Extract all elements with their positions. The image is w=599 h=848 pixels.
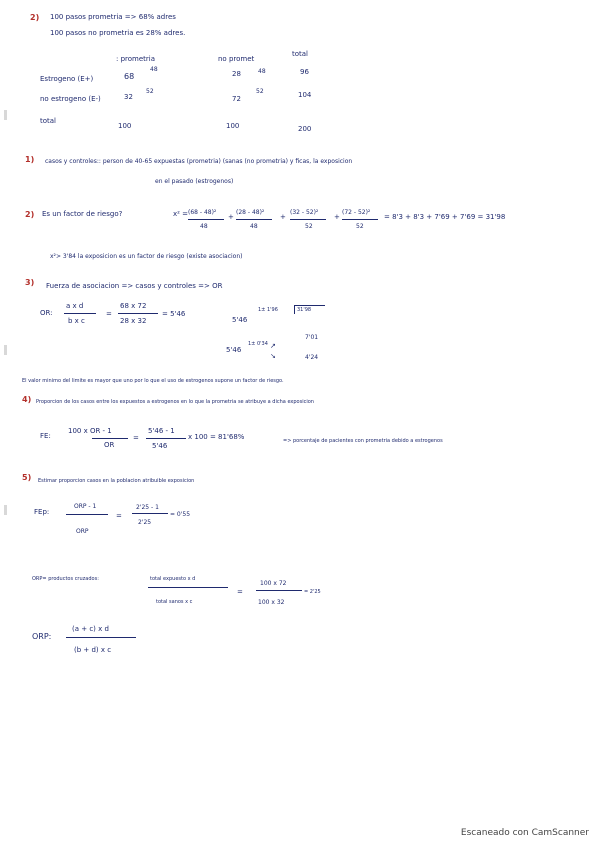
camscanner-footer: Escaneado con CamScanner (460, 828, 589, 838)
plus-sign: + (228, 213, 234, 221)
ci-calc1-base: 5'46 (232, 316, 248, 324)
orp-frac-num2: 100 x 72 (260, 580, 287, 587)
fep-num: ORP - 1 (74, 503, 97, 510)
ci-calc2-base: 5'46 (226, 346, 242, 354)
fe-result: x 100 = 81'68% (188, 433, 245, 441)
chi-frac1-bar (188, 219, 224, 220)
equals-sign: = (116, 512, 122, 520)
orp-label: ORP= productos cruzados: (32, 576, 99, 582)
ci-upper: 7'01 (305, 334, 319, 341)
fe-den2: 5'46 (152, 442, 168, 450)
or-num: a x d (66, 302, 84, 310)
plus-sign: + (334, 213, 340, 221)
chi-frac3-bar (290, 219, 326, 220)
ci-calc1-sqrt-value: 31'98 (297, 307, 312, 313)
table-total-1: 100 (118, 122, 132, 130)
table-row1-b: 28 (232, 70, 241, 78)
s3-conclusion: El valor minimo del limite es mayor que uno por lo que el uso de estrogenos supone un factor de riesgo. (22, 378, 284, 384)
fep-num2: 2'25 - 1 (136, 504, 159, 511)
chi-frac3-den: 52 (305, 223, 313, 230)
orp-frac-bar (148, 587, 228, 588)
orp-formula-den: (b + d) x c (74, 646, 112, 654)
or-lhs: OR: (40, 309, 53, 317)
fe-bar2 (146, 438, 186, 439)
fe-num1: 100 x OR - 1 (68, 427, 112, 435)
orp-frac-bar2 (256, 590, 302, 591)
scan-edge-mark (4, 505, 7, 515)
s4-heading: Proporcion de los casos entre los expuestos a estrogenos en lo que la prometria se atribuye a dicha exposicion (36, 399, 314, 405)
orp-formula-lhs: ORP: (32, 632, 52, 641)
arrow-down: ↘ (270, 352, 276, 360)
fe-bar1 (92, 438, 128, 439)
s3-number: 3) (25, 278, 35, 287)
orp-formula-num: (a + c) x d (72, 625, 109, 633)
table-row2-label: no estrogeno (E-) (40, 95, 101, 103)
chi-frac2-num: (28 - 48)² (236, 209, 265, 216)
table-header-total: total (292, 50, 309, 58)
table-row2-c: 32 (124, 93, 133, 101)
chi-frac4-num: (72 - 52)² (342, 209, 371, 216)
s5-heading: Estimar proporcion casos en la poblacion atribuible exposicion (38, 478, 195, 484)
equals-sign: = (237, 588, 243, 596)
table-header-prometria: : prometria (116, 55, 156, 63)
s2-number: 2) (25, 210, 35, 219)
table-header-no-prometria: no promet (218, 55, 255, 63)
table-row1-total: 96 (300, 68, 309, 76)
ci-calc2-exponent: 1± 0'34 (248, 341, 268, 347)
chi-frac1-den: 48 (200, 223, 208, 230)
scan-edge-mark (4, 110, 7, 120)
fe-lhs: FE: (40, 432, 51, 440)
table-row2-d: 72 (232, 95, 241, 103)
s1-line2: en el pasado (estrogenos) (155, 178, 234, 185)
equals-sign: = (106, 310, 112, 318)
orp-frac-num: total expuesto x d (150, 576, 196, 582)
ci-calc1-exponent: 1± 1'96 (258, 307, 278, 313)
s3-heading: Fuerza de asociacion => casos y controles => OR (46, 282, 223, 290)
table-row2-total: 104 (298, 91, 312, 99)
fep-den: ORP (76, 528, 89, 535)
fep-lhs: FEp: (34, 508, 50, 516)
or-bar2 (118, 313, 158, 314)
chi-frac4-den: 52 (356, 223, 364, 230)
fep-result: = 0'55 (170, 511, 191, 518)
table-total-label: total (40, 117, 57, 125)
s1-line1: casos y controles:: person de 40-65 expuestas (prometria) (sanas (no prometria) y ficas, la exposicion (45, 158, 353, 165)
or-num2: 68 x 72 (120, 302, 147, 310)
table-row1-label: Estrogeno (E+) (40, 75, 94, 83)
q2-number: 2) (30, 13, 40, 22)
plus-sign: + (280, 213, 286, 221)
fe-den1: OR (104, 441, 115, 449)
q2-line1: 100 pasos prometria => 68% adres (50, 13, 176, 21)
orp-formula-bar (66, 637, 136, 638)
or-result: = 5'46 (162, 310, 186, 318)
table-row2-c-expected: 52 (146, 88, 154, 95)
table-total-2: 100 (226, 122, 240, 130)
chi-frac2-bar (236, 219, 272, 220)
chi-frac1-num: (68 - 48)² (188, 209, 217, 216)
s4-number: 4) (22, 395, 32, 404)
table-row1-b-expected: 48 (258, 68, 266, 75)
s2-conclusion: x²> 3'84 la exposicion es un factor de riesgo (existe asociacion) (50, 253, 243, 260)
q2-line2: 100 pasos no prometria es 28% adres. (50, 29, 186, 37)
table-row1-a: 68 (124, 72, 135, 81)
fep-bar2 (132, 513, 168, 514)
arrow-up: ↗ (270, 342, 276, 350)
fep-den2: 2'25 (138, 519, 152, 526)
orp-frac-den2: 100 x 32 (258, 599, 285, 606)
orp-result: = 2'25 (304, 589, 321, 595)
or-bar (64, 313, 96, 314)
chi-frac4-bar (342, 219, 378, 220)
table-row1-a-expected: 48 (150, 66, 158, 73)
fep-bar (66, 514, 108, 515)
fe-note: => porcentaje de pacientes con prometria debido a estrogenos (283, 438, 443, 444)
chi-frac3-num: (32 - 52)² (290, 209, 319, 216)
chi-result: = 8'3 + 8'3 + 7'69 + 7'69 = 31'98 (384, 213, 506, 221)
table-total-3: 200 (298, 125, 312, 133)
or-den: b x c (68, 317, 85, 325)
s2-question: Es un factor de riesgo? (42, 210, 123, 218)
chi-frac2-den: 48 (250, 223, 258, 230)
equals-sign: = (133, 434, 139, 442)
or-den2: 28 x 32 (120, 317, 147, 325)
orp-frac-den: total sanos x c (156, 599, 193, 605)
scan-edge-mark (4, 345, 7, 355)
s5-number: 5) (22, 473, 32, 482)
chi-lhs: x² = (173, 210, 189, 218)
table-row2-d-expected: 52 (256, 88, 264, 95)
ci-lower: 4'24 (305, 354, 319, 361)
fe-num2: 5'46 - 1 (148, 427, 175, 435)
s1-number: 1) (25, 155, 35, 164)
